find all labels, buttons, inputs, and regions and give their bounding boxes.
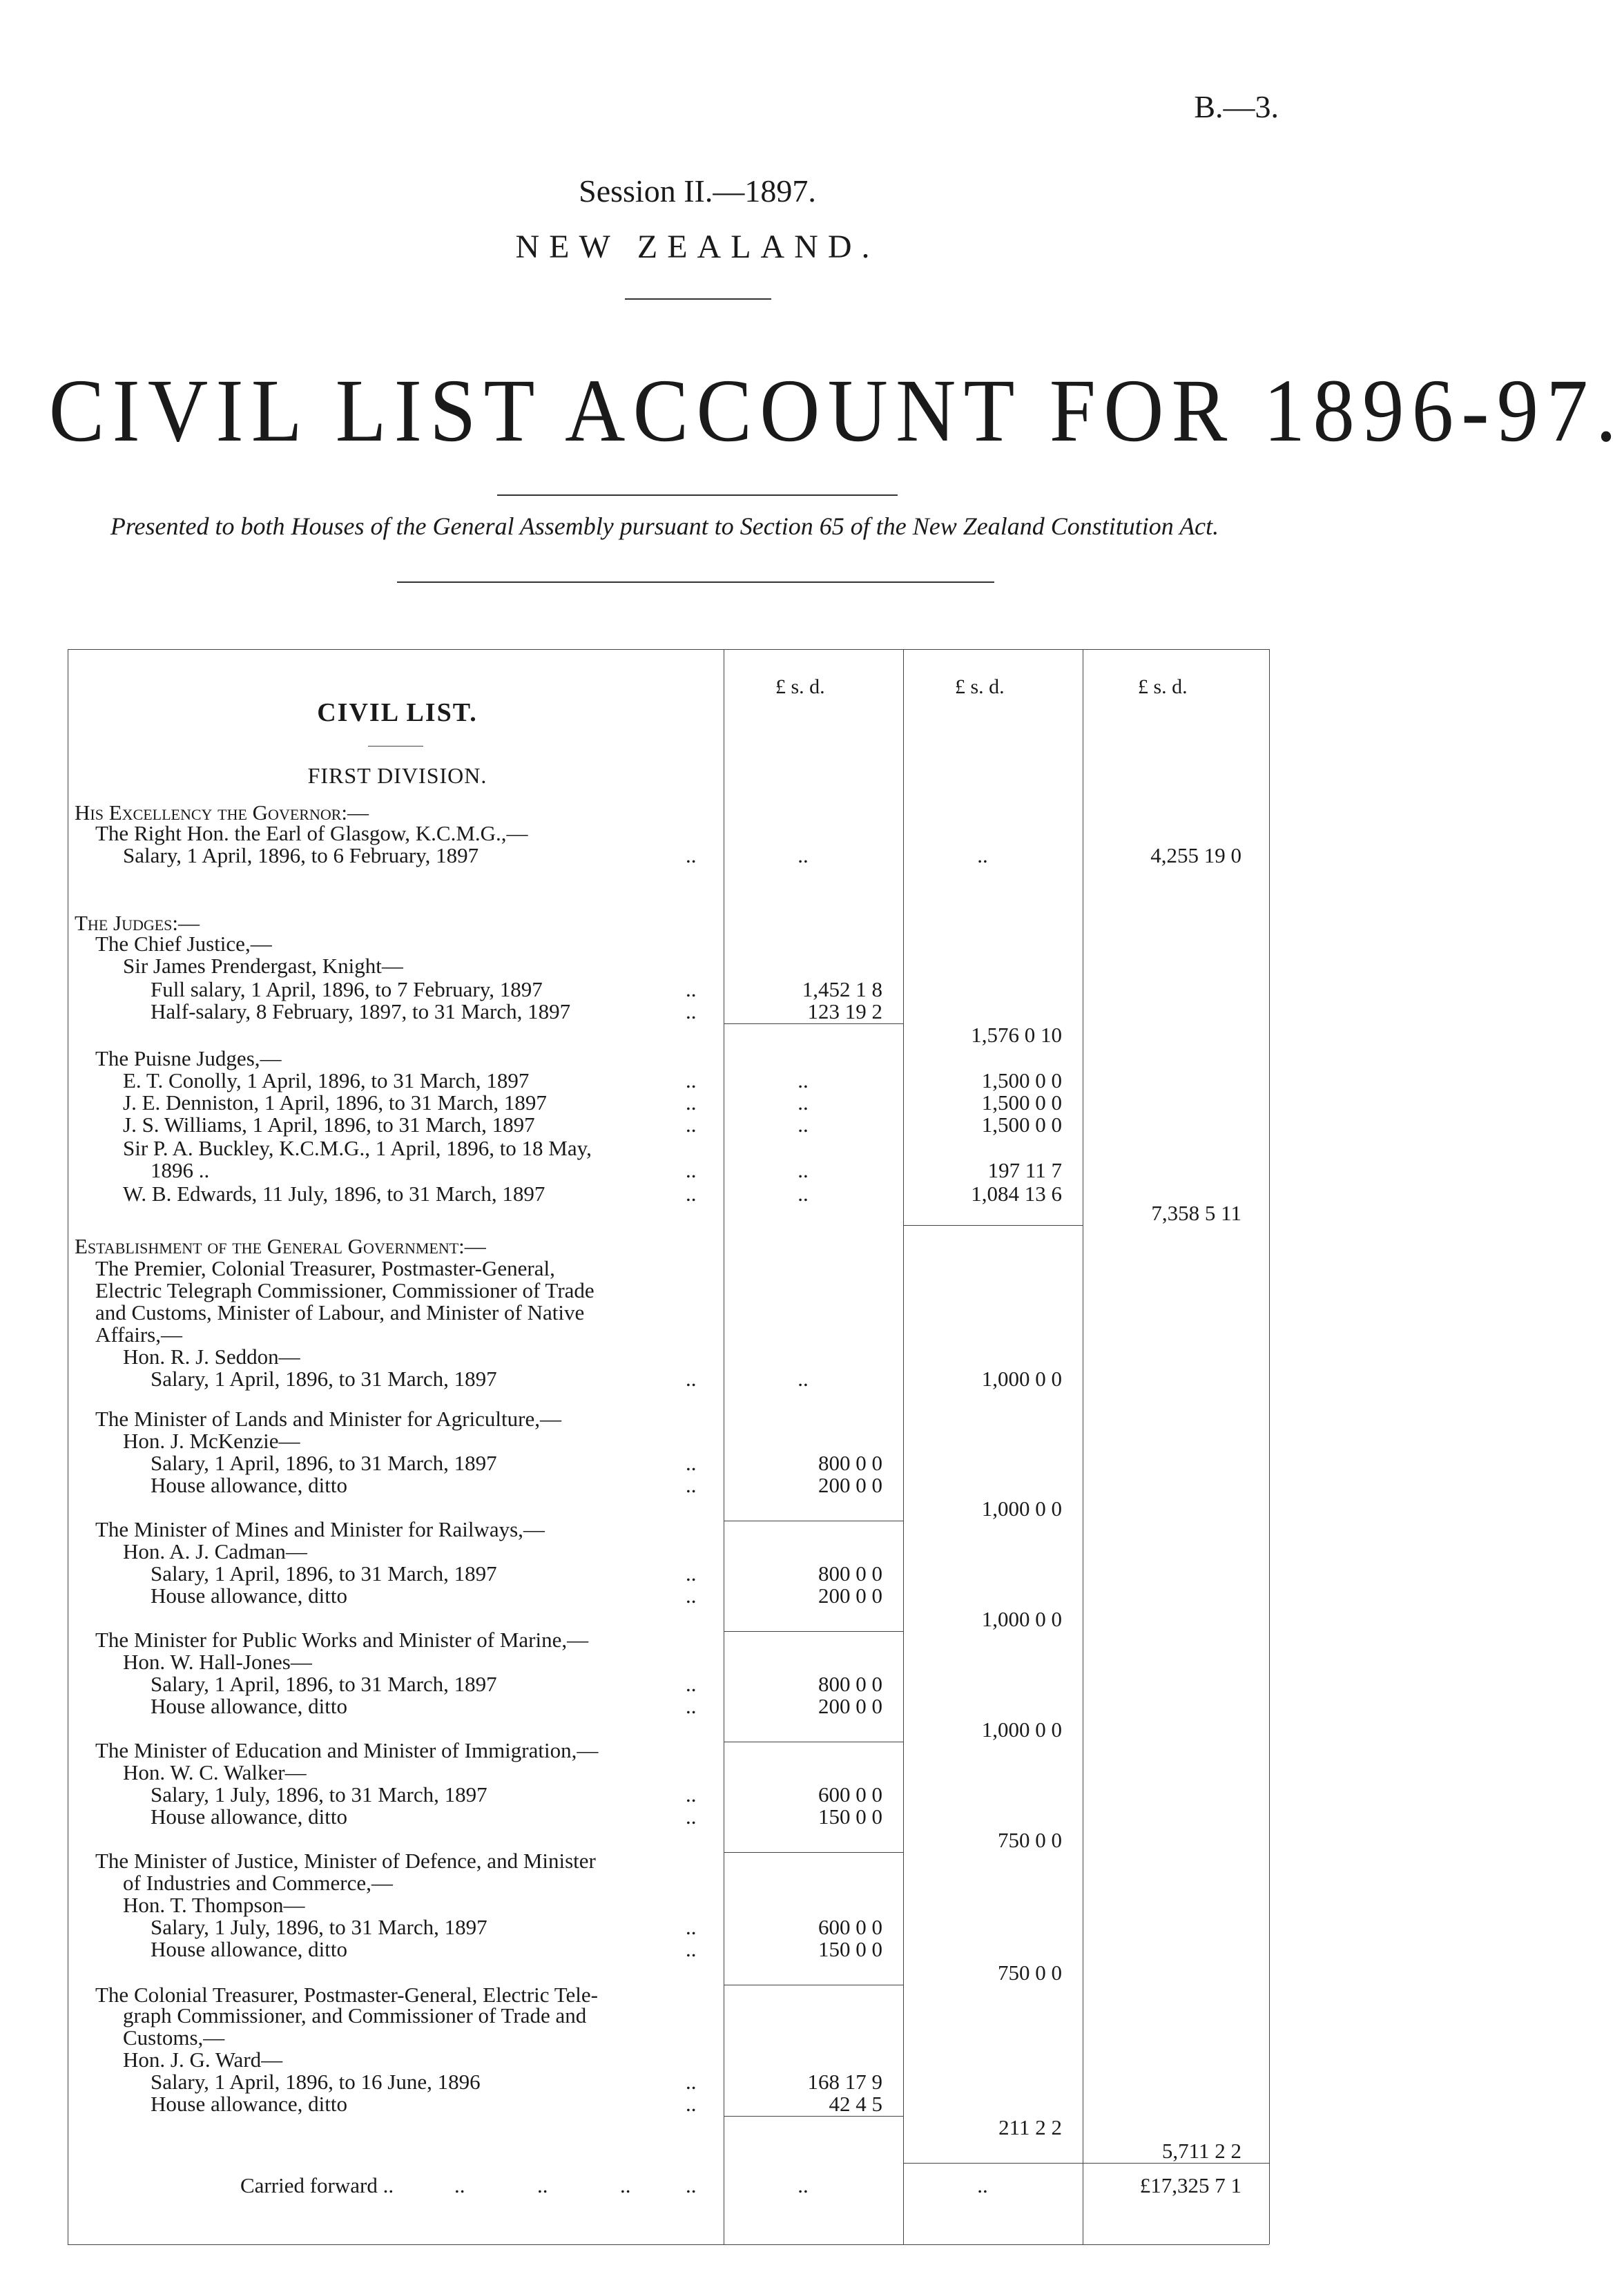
table-row [68,1562,1269,1586]
row-label: His Excellency the Governor:— [75,800,369,825]
table-row [68,1894,1269,1917]
amount-c2: 1,084 13 6 [971,1182,1062,1206]
amount-c2: 1,000 0 0 [981,1717,1062,1742]
row-label: The Minister of Education and Minister of Immigration,— [95,1738,599,1762]
table-row [68,1301,1269,1325]
amount-c1: .. [798,1182,809,1206]
row-label: The Minister of Mines and Minister for Railways,— [95,1517,545,1541]
table-row [68,1257,1269,1280]
row-label: Salary, 1 April, 1896, to 31 March, 1897 [151,1672,497,1696]
leader-dots: .. [686,1158,697,1182]
table-row [68,1695,1269,1718]
leader-dots: .. [686,1915,697,1939]
subtotal-rule [1083,2163,1269,2164]
amount-c1: 200 0 0 [818,1583,882,1608]
row-label: House allowance, ditto [151,2092,347,2116]
leader-dots: .. [686,1182,697,1206]
row-label: House allowance, ditto [151,1694,347,1718]
amount-c1: 200 0 0 [818,1694,882,1718]
col-header-2: £ s. d. [955,675,1005,698]
leader-dots: .. [686,999,697,1023]
amount-c2: 1,000 0 0 [981,1367,1062,1391]
first-division-heading: FIRST DIVISION. [307,763,487,788]
subtotal-rule [903,1225,1083,1226]
amount-c1: 150 0 0 [818,1937,882,1961]
row-label: J. S. Williams, 1 April, 1896, to 31 March, 1897 [123,1113,535,1137]
table-row [68,954,1269,978]
leader-dots: .. [686,1804,697,1829]
row-label: The Minister of Justice, Minister of Defence, and Minister [95,1849,596,1873]
col-header-3: £ s. d. [1138,675,1188,698]
table-row [68,2116,1269,2139]
header-rule [625,298,771,300]
amount-c1: 42 4 5 [829,2092,882,2116]
row-label: Full salary, 1 April, 1896, to 7 February, 1897 [151,977,543,1001]
leader-dots: .. [454,2173,465,2197]
amount-c1: 800 0 0 [818,1672,882,1696]
amount-c1: 150 0 0 [818,1804,882,1829]
table-row [68,1871,1269,1895]
leader-dots: .. [686,2070,697,2094]
row-label: Salary, 1 April, 1896, to 31 March, 1897 [151,1367,497,1391]
row-label: E. T. Conolly, 1 April, 1896, to 31 March, 1897 [123,1068,530,1092]
table-bottom-border [68,2244,1269,2245]
leader-dots: .. [686,843,697,867]
amount-c2: 211 2 2 [998,2115,1062,2139]
row-label: House allowance, ditto [151,1804,347,1829]
amount-c1: 800 0 0 [818,1561,882,1586]
leader-dots: .. [686,1451,697,1475]
table-row [68,1761,1269,1784]
row-label: Sir P. A. Buckley, K.C.M.G., 1 April, 1896, to 18 May, [123,1136,592,1160]
table-row [68,2048,1269,2072]
table-row [68,1000,1269,1023]
table-row [68,1429,1269,1453]
amount-c1: 600 0 0 [818,1915,882,1939]
row-label: Hon. J. G. Ward— [123,2048,283,2072]
row-label: House allowance, ditto [151,1583,347,1608]
amount-c1: 1,452 1 8 [802,977,882,1001]
table-row [68,1047,1269,1070]
table-row [68,844,1269,867]
amount-c3: £17,325 7 1 [1139,2173,1241,2197]
row-label: Salary, 1 April, 1896, to 31 March, 1897 [151,1451,497,1475]
table-row [68,1938,1269,1961]
presented-note: Presented to both Houses of the General Assembly pursuant to Section 65 of the New Zealand Constitution Act. [110,512,1219,540]
amount-c1: .. [798,1068,809,1092]
amount-c1: .. [798,1367,809,1391]
row-label: Carried forward .. [240,2173,394,2197]
row-label: The Right Hon. the Earl of Glasgow, K.C.M.G.,— [95,821,528,845]
amount-c1: .. [798,2173,809,2197]
leader-dots: .. [686,1672,697,1696]
row-label: and Customs, Minister of Labour, and Minister of Native [95,1300,585,1325]
amount-c3: 7,358 5 11 [1151,1201,1241,1225]
table-row [68,1916,1269,1939]
amount-c2: 1,000 0 0 [981,1496,1062,1521]
row-label: Hon. W. C. Walker— [123,1760,307,1784]
table-row [68,1279,1269,1302]
amount-c2: 1,500 0 0 [981,1113,1062,1137]
table-row [68,2070,1269,2094]
row-label: House allowance, ditto [151,1937,347,1961]
leader-dots: .. [686,1068,697,1092]
country-line: NEW ZEALAND. [515,229,880,265]
table-row [68,1805,1269,1829]
table-row [68,978,1269,1001]
amount-c1: 600 0 0 [818,1782,882,1807]
amount-c2: 750 0 0 [998,1828,1062,1852]
row-label: 1896 .. [151,1158,210,1182]
row-label: Salary, 1 July, 1896, to 31 March, 1897 [151,1915,487,1939]
table-row [68,1137,1269,1160]
table-row [68,1783,1269,1807]
leader-dots: .. [686,1367,697,1391]
table-row [68,1628,1269,1652]
table-row [68,1452,1269,1475]
amount-c2: 1,576 0 10 [971,1023,1062,1047]
table-row [68,1650,1269,1674]
row-label: Hon. J. McKenzie— [123,1429,300,1453]
table-row [68,1202,1269,1225]
leader-dots: .. [686,1473,697,1497]
amount-c1: .. [798,843,809,867]
session-line: Session II.—1897. [579,173,816,209]
row-label: The Chief Justice,— [95,932,272,956]
row-label: Salary, 1 July, 1896, to 31 March, 1897 [151,1782,487,1807]
row-label: Establishment of the General Government:— [75,1234,486,1258]
row-label: The Minister of Lands and Minister for Agriculture,— [95,1407,561,1431]
row-label: Hon. A. J. Cadman— [123,1539,307,1563]
table-row [68,1474,1269,1497]
table-row [68,1345,1269,1369]
amount-c2: 197 11 7 [987,1158,1062,1182]
table-row [68,822,1269,845]
amount-c2: 1,500 0 0 [981,1068,1062,1092]
leader-dots: .. [620,2173,631,2197]
row-label: of Industries and Commerce,— [123,1871,393,1895]
row-label: graph Commissioner, and Commissioner of Trade and [123,2003,587,2028]
row-label: Salary, 1 April, 1896, to 16 June, 1896 [151,2070,481,2094]
row-label: Salary, 1 April, 1896, to 6 February, 1897 [123,843,479,867]
amount-c3: 5,711 2 2 [1161,2139,1241,2163]
presented-rule [397,581,994,583]
row-label: Hon. R. J. Seddon— [123,1345,300,1369]
table-row [68,1091,1269,1115]
amount-c1: .. [798,1158,809,1182]
leader-dots: .. [686,977,697,1001]
row-label: House allowance, ditto [151,1473,347,1497]
table-right-border [1269,649,1270,2244]
amount-c1: .. [798,1113,809,1137]
row-label: Electric Telegraph Commissioner, Commissioner of Trade [95,1278,594,1302]
table-row [68,2092,1269,2116]
row-label: Half-salary, 8 February, 1897, to 31 March, 1897 [151,999,571,1023]
row-label: Affairs,— [95,1322,182,1347]
row-label: Hon. W. Hall-Jones— [123,1650,312,1674]
leader-dots: .. [537,2173,548,2197]
table-row [68,1584,1269,1608]
amount-c1: .. [798,1090,809,1115]
amount-c1: 123 19 2 [807,999,882,1023]
title-rule [497,494,898,496]
amount-c2: .. [977,2173,988,2197]
leader-dots: .. [686,1694,697,1718]
table-row [68,1961,1269,1985]
leader-dots: .. [686,2092,697,2116]
col-header-1: £ s. d. [775,675,825,698]
document-reference: B.—3. [1194,89,1279,124]
table-row [68,2139,1269,2163]
table-row [68,1023,1269,1047]
amount-c1: 800 0 0 [818,1451,882,1475]
civil-list-table [68,649,1269,2244]
row-label: The Judges:— [75,911,200,935]
leader-dots: .. [686,1937,697,1961]
row-label: Salary, 1 April, 1896, to 31 March, 1897 [151,1561,497,1586]
amount-c3: 4,255 19 0 [1150,843,1241,867]
amount-c1: 168 17 9 [807,2070,882,2094]
row-label: W. B. Edwards, 11 July, 1896, to 31 March, 1897 [123,1182,545,1206]
table-row [68,1407,1269,1431]
table-row [68,2026,1269,2050]
leader-dots: .. [686,2173,697,2197]
table-row [68,1159,1269,1182]
table-row [68,1518,1269,1541]
row-label: The Minister for Public Works and Minister of Marine,— [95,1628,589,1652]
table-row [68,2174,1269,2197]
table-row [68,1739,1269,1762]
amount-c2: 1,000 0 0 [981,1607,1062,1631]
table-row [68,1113,1269,1137]
table-row [68,1367,1269,1391]
leader-dots: .. [686,1782,697,1807]
table-row [68,2004,1269,2028]
table-row [68,1540,1269,1563]
amount-c1: 200 0 0 [818,1473,882,1497]
row-label: Sir James Prendergast, Knight— [123,954,403,978]
table-row [68,932,1269,956]
heading-rule [368,746,423,747]
page-title: CIVIL LIST ACCOUNT FOR 1896-97. [48,361,1624,461]
leader-dots: .. [686,1561,697,1586]
leader-dots: .. [686,1090,697,1115]
civil-list-heading: CIVIL LIST. [317,698,478,727]
row-label: The Puisne Judges,— [95,1046,282,1070]
leader-dots: .. [686,1113,697,1137]
row-label: J. E. Denniston, 1 April, 1896, to 31 March, 1897 [123,1090,547,1115]
table-row [68,1323,1269,1347]
amount-c2: 750 0 0 [998,1961,1062,1985]
row-label: The Premier, Colonial Treasurer, Postmaster-General, [95,1256,555,1280]
table-row [68,1235,1269,1258]
subtotal-rule [903,2163,1083,2164]
table-top-border [68,649,1269,650]
amount-c2: 1,500 0 0 [981,1090,1062,1115]
table-row [68,1849,1269,1873]
leader-dots: .. [686,1583,697,1608]
table-row [68,1069,1269,1092]
row-label: Hon. T. Thompson— [123,1893,305,1917]
row-label: Customs,— [123,2025,225,2050]
row-label: The Colonial Treasurer, Postmaster-General, Electric Tele- [95,1983,598,2007]
table-row [68,1673,1269,1696]
amount-c2: .. [977,843,988,867]
